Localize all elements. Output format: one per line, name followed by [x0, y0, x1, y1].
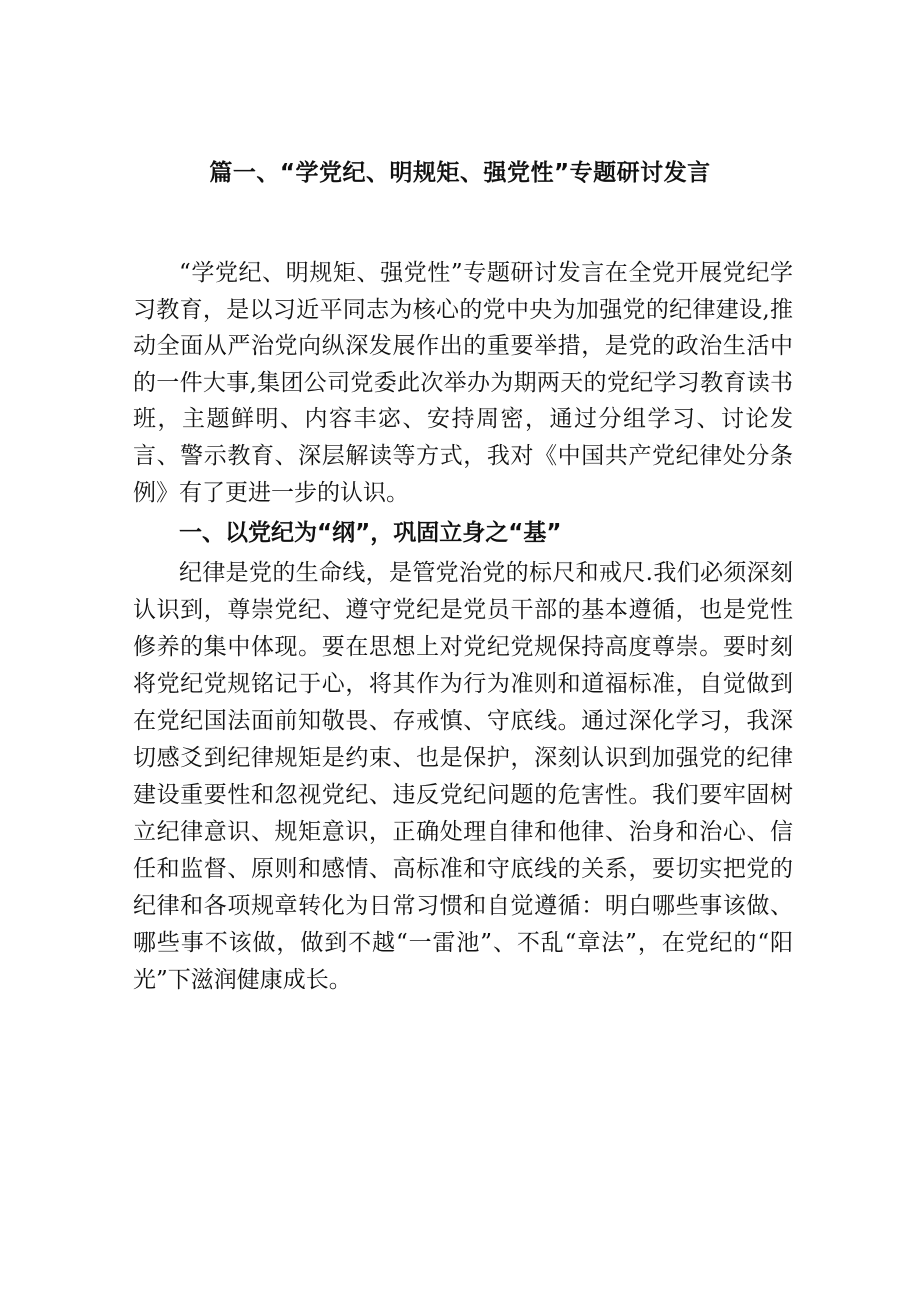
document-title: 篇一、“学党纪、明规矩、强党性”专题研讨发言 [209, 160, 711, 186]
intro-paragraph: “学党纪、明规矩、强党性”专题研讨发言在全党开展党纪学习教育，是以习近平同志为核心的党中央为加强党的纪律建设,推动全面从严治党向纵深发展作出的重要举措，是党的政治生活中的一件大事,集团公司党委此次举办为期两天的党纪学习教育读书班，主题鲜明、内容丰宓、安持周密，通过分组学习、讨论发言、警示教育、深层解读等方式，我对《中国共产党纪律处分条例》有了更进一步的认识。 [133, 260, 793, 506]
document-body [133, 255, 793, 999]
section-heading-1: 一、以党纪为“纲”，巩固立身之“基” [179, 520, 562, 547]
section-paragraph-1: 纪律是党的生命线，是管党治党的标尺和戒尺.我们必须深刻认识到，尊崇党纪、遵守党纪是党员干部的基本遵循，也是党性修养的集中体现。要在思想上对党纪党规保持高度尊崇。要时刻将党纪党规铭记于心，将其作为行为准则和道福标准，自觉做到在党纪国法面前知敬畏、存戒慎、守底线。通过深化学习，我深切感爻到纪律规矩是约束、也是保护，深刻认识到加强党的纪律建设重要性和忽视党纪、违反党纪问题的危害性。我们要牢固树立纪律意识、规矩意识，正确处理自律和他律、治身和治心、信任和监督、原则和感情、高标准和守底线的关系，要切实把党的纪律和各项规章转化为日常习惯和自觉遵循：明白哪些事该做、哪些事不该做，做到不越“一雷池”、不乱“章法”，在党纪的“阳光”下滋润健康成长。 [133, 560, 793, 994]
